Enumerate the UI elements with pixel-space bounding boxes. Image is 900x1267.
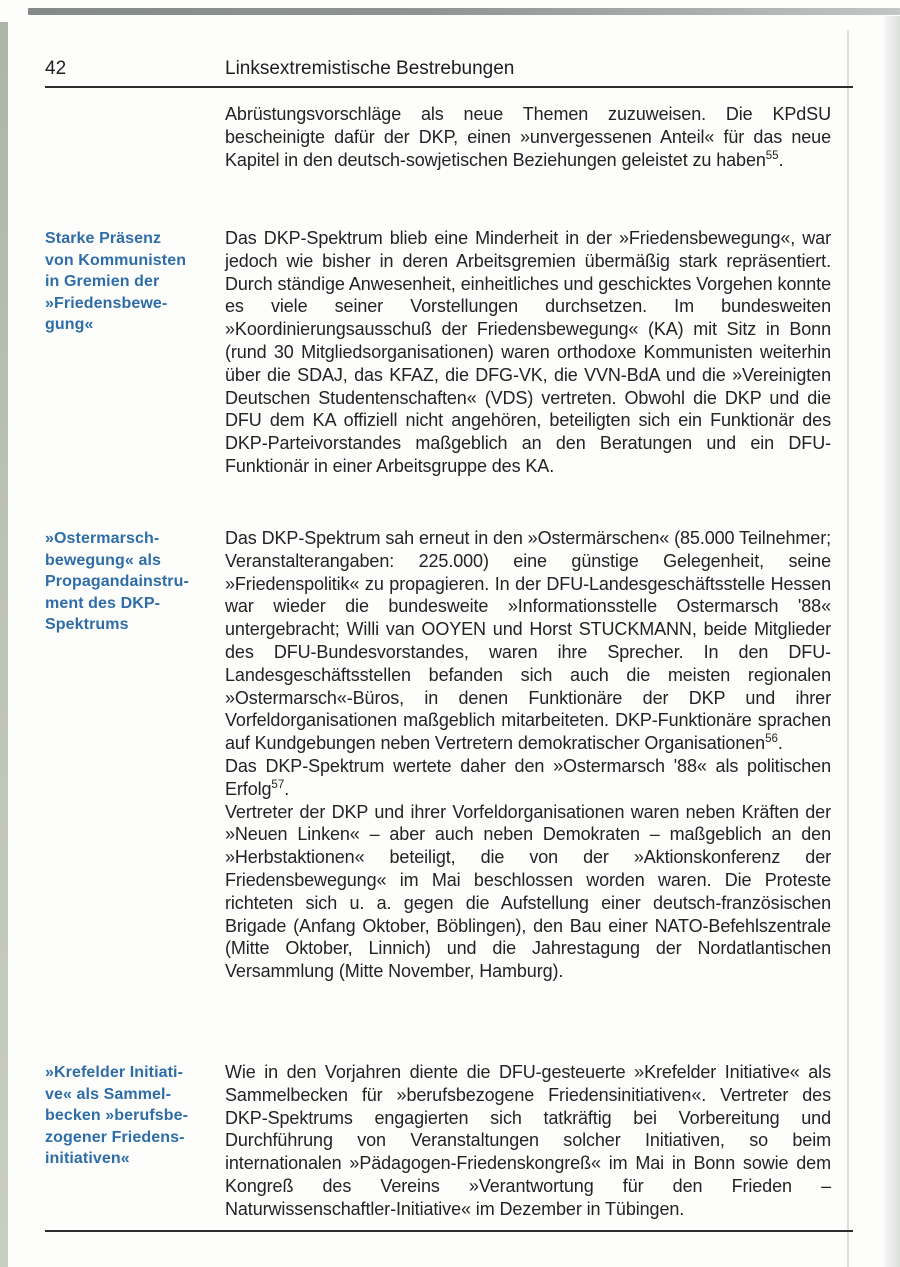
paragraph-text: Das DKP-Spektrum wertete daher den »Ostermarsch '88« als politischen Erfolg: [225, 755, 831, 799]
scan-edge-left: [0, 22, 8, 1267]
page-edge-shadow: [847, 30, 849, 1267]
margin-note-line: »Ostermarsch-: [45, 530, 160, 547]
margin-note-column: [45, 527, 225, 636]
margin-note-column: [45, 1061, 225, 1170]
margin-note-line: »Friedensbewe-: [45, 294, 168, 312]
margin-note-line: initiativen«: [45, 1150, 130, 1168]
section-intro: [45, 103, 835, 171]
header-rule: [45, 86, 853, 88]
margin-note-line: Propagandainstru-: [45, 573, 189, 591]
footnote-ref-56: 56: [765, 733, 778, 746]
paragraph-text: Vertreter der DKP und ihrer Vorfeldorganisationen waren neben Kräften der »Neuen Linken« – aber auch neben Demokraten – maßgeblich an den »Herbstaktionen« beteiligt, die von der »Aktionskonferenz der Friedensbewegung« im Mai beschlossen worden waren. Die Proteste richteten sich u. a. gegen die Aufstellung einer deutsch-französischen Brigade (Anfang Oktober, Böblingen), den Bau einer NATO-Befehlszentrale (Mitte Oktober, Linnich) und die Jahrestagung der Nordatlantischen Versammlung (Mitte November, Hamburg).: [225, 801, 831, 982]
page-number: 42: [45, 58, 67, 79]
margin-note-line: von Kommunisten: [45, 251, 187, 269]
paragraph: [225, 1061, 831, 1221]
section-krefelder-initiative: [45, 1061, 835, 1221]
margin-note: [45, 528, 225, 636]
margin-note-line: ve« als Sammel-: [45, 1085, 172, 1103]
margin-note-line: bewegung« als: [45, 551, 161, 569]
body-column: [225, 103, 831, 171]
paragraph: [225, 801, 831, 983]
margin-note-line: Spektrums: [45, 616, 129, 634]
margin-note-line: becken »berufsbe-: [45, 1107, 189, 1125]
paragraph-tail: .: [777, 733, 783, 754]
margin-note-line: Starke Präsenz: [45, 230, 162, 247]
paragraph: [225, 103, 831, 171]
footnote-ref-57: 57: [271, 778, 285, 791]
paragraph-text: Das DKP-Spektrum blieb eine Minderheit in der »Friedensbewegung«, war jedoch wie bisher in deren Arbeitsgremien übermäßig stark repräsentiert. Durch ständige Anwesenheit, einheitliches und geschicktes Vorgehen konnte es viele seiner Vorstellungen durchsetzen. Im bundesweiten »Koordinierungsausschuß der Friedensbewegung« (KA) mit Sitz in Bonn (rund 30 Mitgliedsorganisationen) waren orthodoxe Kommunisten weiterhin über die SDAJ, das KFAZ, die DFG-VK, die VVN-BdA und die »Vereinigten Deutschen Studentenschaften« (VDS) vertreten. Obwohl die DKP und die DFU dem KA offiziell nicht angehören, beteiligten sich ein Funktionär des DKP-Parteivorstandes maßgeblich an den Beratungen und ein DFU-Funktionär in einer Arbeitsgruppe des KA.: [225, 228, 831, 476]
margin-note-line: zogener Friedens-: [45, 1128, 185, 1146]
section-ostermarsch: [45, 527, 835, 983]
footnote-ref-55: 55: [765, 149, 779, 162]
margin-note-line: gung«: [45, 316, 94, 334]
body-column: [225, 227, 831, 478]
margin-note-line: »Krefelder Initiati-: [45, 1064, 184, 1081]
paragraph-text: Abrüstungsvorschläge als neue Themen zuzuweisen. Die KPdSU bescheinigte dafür der DKP, einen »unvergessenen Anteil« für das neue Kapitel in den deutsch-sowjetischen Beziehungen geleistet zu haben: [225, 104, 831, 170]
margin-note: [45, 1062, 225, 1170]
paragraph-tail: .: [778, 149, 784, 170]
body-column: [225, 527, 831, 983]
margin-note: [45, 228, 225, 336]
section-starke-praesenz: [45, 227, 835, 478]
body-column: [225, 1061, 831, 1221]
margin-note-column: [45, 227, 225, 336]
header-title: Linksextremistische Bestrebungen: [225, 58, 515, 79]
scan-edge-top: [28, 8, 900, 15]
paragraph: [225, 755, 831, 801]
scan-edge-right: [884, 16, 900, 1267]
footer-rule: [45, 1230, 853, 1232]
paragraph: [225, 527, 831, 755]
margin-note-column: [45, 103, 225, 104]
paragraph-text: Das DKP-Spektrum sah erneut in den »Ostermärschen« (85.000 Teilnehmer; Veranstalterangaben: 225.000) eine günstige Gelegenheit, seine »Friedenspolitik« zu propagieren. In der DFU-Landesgeschäftsstelle Hessen war wieder die bundesweite »Informationsstelle Ostermarsch '88« untergebracht; Willi van OOYEN und Horst STUCKMANN, beide Mitglieder des DFU-Bundesvorstandes, waren ihre Sprecher. In den DFU-Landesgeschäftsstellen befanden sich auch die meisten regionalen »Ostermarsch«-Büros, in denen Funktionäre der DKP und ihrer Vorfeldorganisationen maßgeblich mitarbeiteten. DKP-Funktionäre sprachen auf Kundgebungen neben Vertretern demokratischer Organisationen: [225, 528, 831, 754]
paragraph-text: Wie in den Vorjahren diente die DFU-gesteuerte »Krefelder Initiative« als Sammelbecken für »berufsbezogene Friedensinitiativen«. Vertreter des DKP-Spektrums engagierten sich tatkräftig bei Vorbereitung und Durchführung von Veranstaltungen solcher Initiativen, so beim internationalen »Pädagogen-Friedenskongreß« im Mai in Bonn sowie dem Kongreß des Vereins »Verantwortung für den Frieden – Naturwissenschaftler-Initiative« im Dezember in Tübingen.: [225, 1062, 831, 1219]
paragraph: [225, 227, 831, 478]
margin-note-line: in Gremien der: [45, 273, 160, 291]
paragraph-tail: .: [284, 778, 290, 799]
margin-note-line: ment des DKP-: [45, 594, 161, 612]
